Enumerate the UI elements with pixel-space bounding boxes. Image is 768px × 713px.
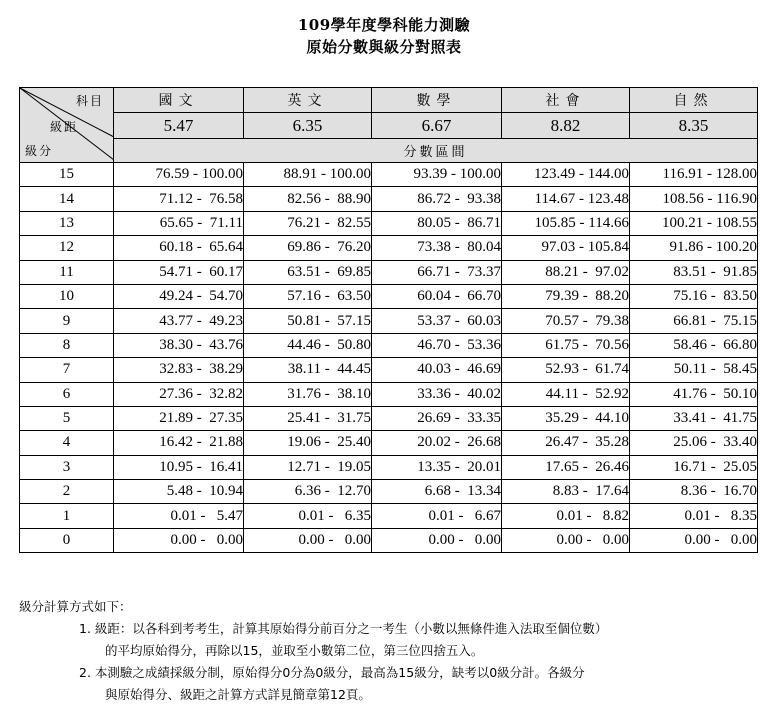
score-range-cell: 0.01 - 8.82: [502, 504, 630, 528]
score-range-cell: 83.51 - 91.85: [630, 260, 758, 284]
score-range-cell: 70.57 - 79.38: [502, 309, 630, 333]
score-range-cell: 105.85 - 114.66: [502, 211, 630, 235]
score-range-header: 分數區間: [114, 139, 758, 163]
score-range-cell: 0.01 - 6.67: [372, 504, 502, 528]
corner-level-label: 級分: [25, 144, 54, 158]
score-range-cell: 25.06 - 33.40: [630, 431, 758, 455]
level-cell: 5: [20, 406, 114, 430]
level-cell: 2: [20, 480, 114, 504]
score-range-cell: 0.01 - 5.47: [114, 504, 244, 528]
score-range-cell: 0.00 - 0.00: [244, 528, 372, 552]
distance-chinese: 5.47: [114, 113, 244, 139]
score-range-cell: 0.01 - 8.35: [630, 504, 758, 528]
page-subtitle: 原始分數與級分對照表: [306, 38, 462, 56]
score-range-cell: 13.35 - 20.01: [372, 455, 502, 479]
note-item-1-line-2: 的平均原始得分，再除以15，並取至小數第二位，第三位四捨五入。: [105, 643, 484, 658]
score-range-cell: 12.71 - 19.05: [244, 455, 372, 479]
level-cell: 0: [20, 528, 114, 552]
score-range-cell: 79.39 - 88.20: [502, 284, 630, 308]
subject-header-math: 數學: [372, 88, 502, 113]
note-item-2-line-2: 與原始得分、級距之計算方式詳見簡章第12頁。: [105, 687, 371, 702]
score-range-cell: 43.77 - 49.23: [114, 309, 244, 333]
table-row: [20, 480, 758, 504]
score-range-cell: 50.11 - 58.45: [630, 358, 758, 382]
score-range-cell: 44.11 - 52.92: [502, 382, 630, 406]
table-row: [20, 333, 758, 357]
table-row: [20, 260, 758, 284]
score-range-cell: 49.24 - 54.70: [114, 284, 244, 308]
score-range-cell: 27.36 - 32.82: [114, 382, 244, 406]
score-range-cell: 93.39 - 100.00: [372, 163, 502, 187]
corner-header-cell: [20, 88, 114, 163]
score-range-cell: 44.46 - 50.80: [244, 333, 372, 357]
score-range-cell: 40.03 - 46.69: [372, 358, 502, 382]
score-range-cell: 76.21 - 82.55: [244, 211, 372, 235]
level-cell: 14: [20, 187, 114, 211]
table-row: [20, 455, 758, 479]
score-range-cell: 0.00 - 0.00: [372, 528, 502, 552]
score-range-cell: 46.70 - 53.36: [372, 333, 502, 357]
score-range-cell: 97.03 - 105.84: [502, 236, 630, 260]
level-cell: 6: [20, 382, 114, 406]
table-row: [20, 431, 758, 455]
level-cell: 9: [20, 309, 114, 333]
table-row: [20, 211, 758, 235]
table-row: [20, 236, 758, 260]
level-cell: 10: [20, 284, 114, 308]
score-range-cell: 50.81 - 57.15: [244, 309, 372, 333]
score-range-cell: 31.76 - 38.10: [244, 382, 372, 406]
level-cell: 4: [20, 431, 114, 455]
score-range-cell: 66.71 - 73.37: [372, 260, 502, 284]
level-cell: 12: [20, 236, 114, 260]
score-range-cell: 54.71 - 60.17: [114, 260, 244, 284]
score-range-cell: 53.37 - 60.03: [372, 309, 502, 333]
score-range-cell: 33.41 - 41.75: [630, 406, 758, 430]
title-block: [0, 14, 768, 58]
score-range-cell: 17.65 - 26.46: [502, 455, 630, 479]
score-range-cell: 38.11 - 44.45: [244, 358, 372, 382]
corner-distance-label: 級距: [50, 120, 79, 134]
score-range-cell: 6.36 - 12.70: [244, 480, 372, 504]
subject-header-chinese: 國文: [114, 88, 244, 113]
score-range-cell: 0.01 - 6.35: [244, 504, 372, 528]
calculation-notes: [19, 596, 759, 706]
score-range-cell: 123.49 - 144.00: [502, 163, 630, 187]
score-range-cell: 75.16 - 83.50: [630, 284, 758, 308]
score-range-cell: 20.02 - 26.68: [372, 431, 502, 455]
score-range-cell: 6.68 - 13.34: [372, 480, 502, 504]
score-range-cell: 25.41 - 31.75: [244, 406, 372, 430]
score-range-cell: 52.93 - 61.74: [502, 358, 630, 382]
score-range-cell: 0.00 - 0.00: [502, 528, 630, 552]
table-row: [20, 528, 758, 552]
score-range-cell: 66.81 - 75.15: [630, 309, 758, 333]
score-range-cell: 60.18 - 65.64: [114, 236, 244, 260]
score-range-cell: 69.86 - 76.20: [244, 236, 372, 260]
level-cell: 11: [20, 260, 114, 284]
distance-social: 8.82: [502, 113, 630, 139]
score-range-cell: 86.72 - 93.38: [372, 187, 502, 211]
table-row: [20, 163, 758, 187]
distance-science: 8.35: [630, 113, 758, 139]
score-range-cell: 71.12 - 76.58: [114, 187, 244, 211]
score-range-cell: 5.48 - 10.94: [114, 480, 244, 504]
level-cell: 13: [20, 211, 114, 235]
score-range-cell: 16.42 - 21.88: [114, 431, 244, 455]
score-range-cell: 58.46 - 66.80: [630, 333, 758, 357]
table-row: [20, 187, 758, 211]
corner-subject-label: 科目: [76, 94, 105, 108]
score-range-cell: 91.86 - 100.20: [630, 236, 758, 260]
note-item-2-line-1: 2. 本測驗之成績採級分制，原始得分0分為0級分，最高為15級分，缺考以0級分計。各級分: [79, 665, 585, 680]
score-range-cell: 19.06 - 25.40: [244, 431, 372, 455]
level-cell: 7: [20, 358, 114, 382]
level-cell: 8: [20, 333, 114, 357]
grade-conversion-table: [19, 87, 758, 553]
subject-header-social: 社會: [502, 88, 630, 113]
score-range-cell: 61.75 - 70.56: [502, 333, 630, 357]
score-range-cell: 38.30 - 43.76: [114, 333, 244, 357]
score-range-cell: 57.16 - 63.50: [244, 284, 372, 308]
table-row: [20, 358, 758, 382]
score-range-cell: 16.71 - 25.05: [630, 455, 758, 479]
score-range-cell: 35.29 - 44.10: [502, 406, 630, 430]
score-range-cell: 80.05 - 86.71: [372, 211, 502, 235]
score-range-cell: 76.59 - 100.00: [114, 163, 244, 187]
score-range-cell: 21.89 - 27.35: [114, 406, 244, 430]
page-title: 109學年度學科能力測驗: [297, 16, 471, 34]
score-range-cell: 88.21 - 97.02: [502, 260, 630, 284]
score-range-cell: 0.00 - 0.00: [114, 528, 244, 552]
score-range-cell: 100.21 - 108.55: [630, 211, 758, 235]
score-range-cell: 41.76 - 50.10: [630, 382, 758, 406]
score-range-cell: 8.36 - 16.70: [630, 480, 758, 504]
score-range-cell: 10.95 - 16.41: [114, 455, 244, 479]
score-range-cell: 82.56 - 88.90: [244, 187, 372, 211]
table-row: [20, 382, 758, 406]
score-range-cell: 0.00 - 0.00: [630, 528, 758, 552]
level-cell: 1: [20, 504, 114, 528]
score-range-cell: 73.38 - 80.04: [372, 236, 502, 260]
score-range-cell: 116.91 - 128.00: [630, 163, 758, 187]
score-range-cell: 60.04 - 66.70: [372, 284, 502, 308]
score-range-cell: 65.65 - 71.11: [114, 211, 244, 235]
score-range-cell: 88.91 - 100.00: [244, 163, 372, 187]
subject-header-english: 英文: [244, 88, 372, 113]
table-row: [20, 284, 758, 308]
score-range-cell: 33.36 - 40.02: [372, 382, 502, 406]
score-range-cell: 26.47 - 35.28: [502, 431, 630, 455]
distance-english: 6.35: [244, 113, 372, 139]
table-row: [20, 309, 758, 333]
distance-math: 6.67: [372, 113, 502, 139]
notes-heading: 級分計算方式如下：: [19, 599, 132, 614]
score-range-cell: 108.56 - 116.90: [630, 187, 758, 211]
score-range-cell: 32.83 - 38.29: [114, 358, 244, 382]
note-item-1-line-1: 1. 級距：以各科到考考生，計算其原始得分前百分之一考生（小數以無條件進入法取至個位數）: [79, 621, 608, 636]
level-cell: 15: [20, 163, 114, 187]
score-range-cell: 114.67 - 123.48: [502, 187, 630, 211]
table-row: [20, 504, 758, 528]
level-cell: 3: [20, 455, 114, 479]
subject-header-science: 自然: [630, 88, 758, 113]
score-range-cell: 63.51 - 69.85: [244, 260, 372, 284]
table-row: [20, 406, 758, 430]
score-range-cell: 26.69 - 33.35: [372, 406, 502, 430]
score-range-cell: 8.83 - 17.64: [502, 480, 630, 504]
